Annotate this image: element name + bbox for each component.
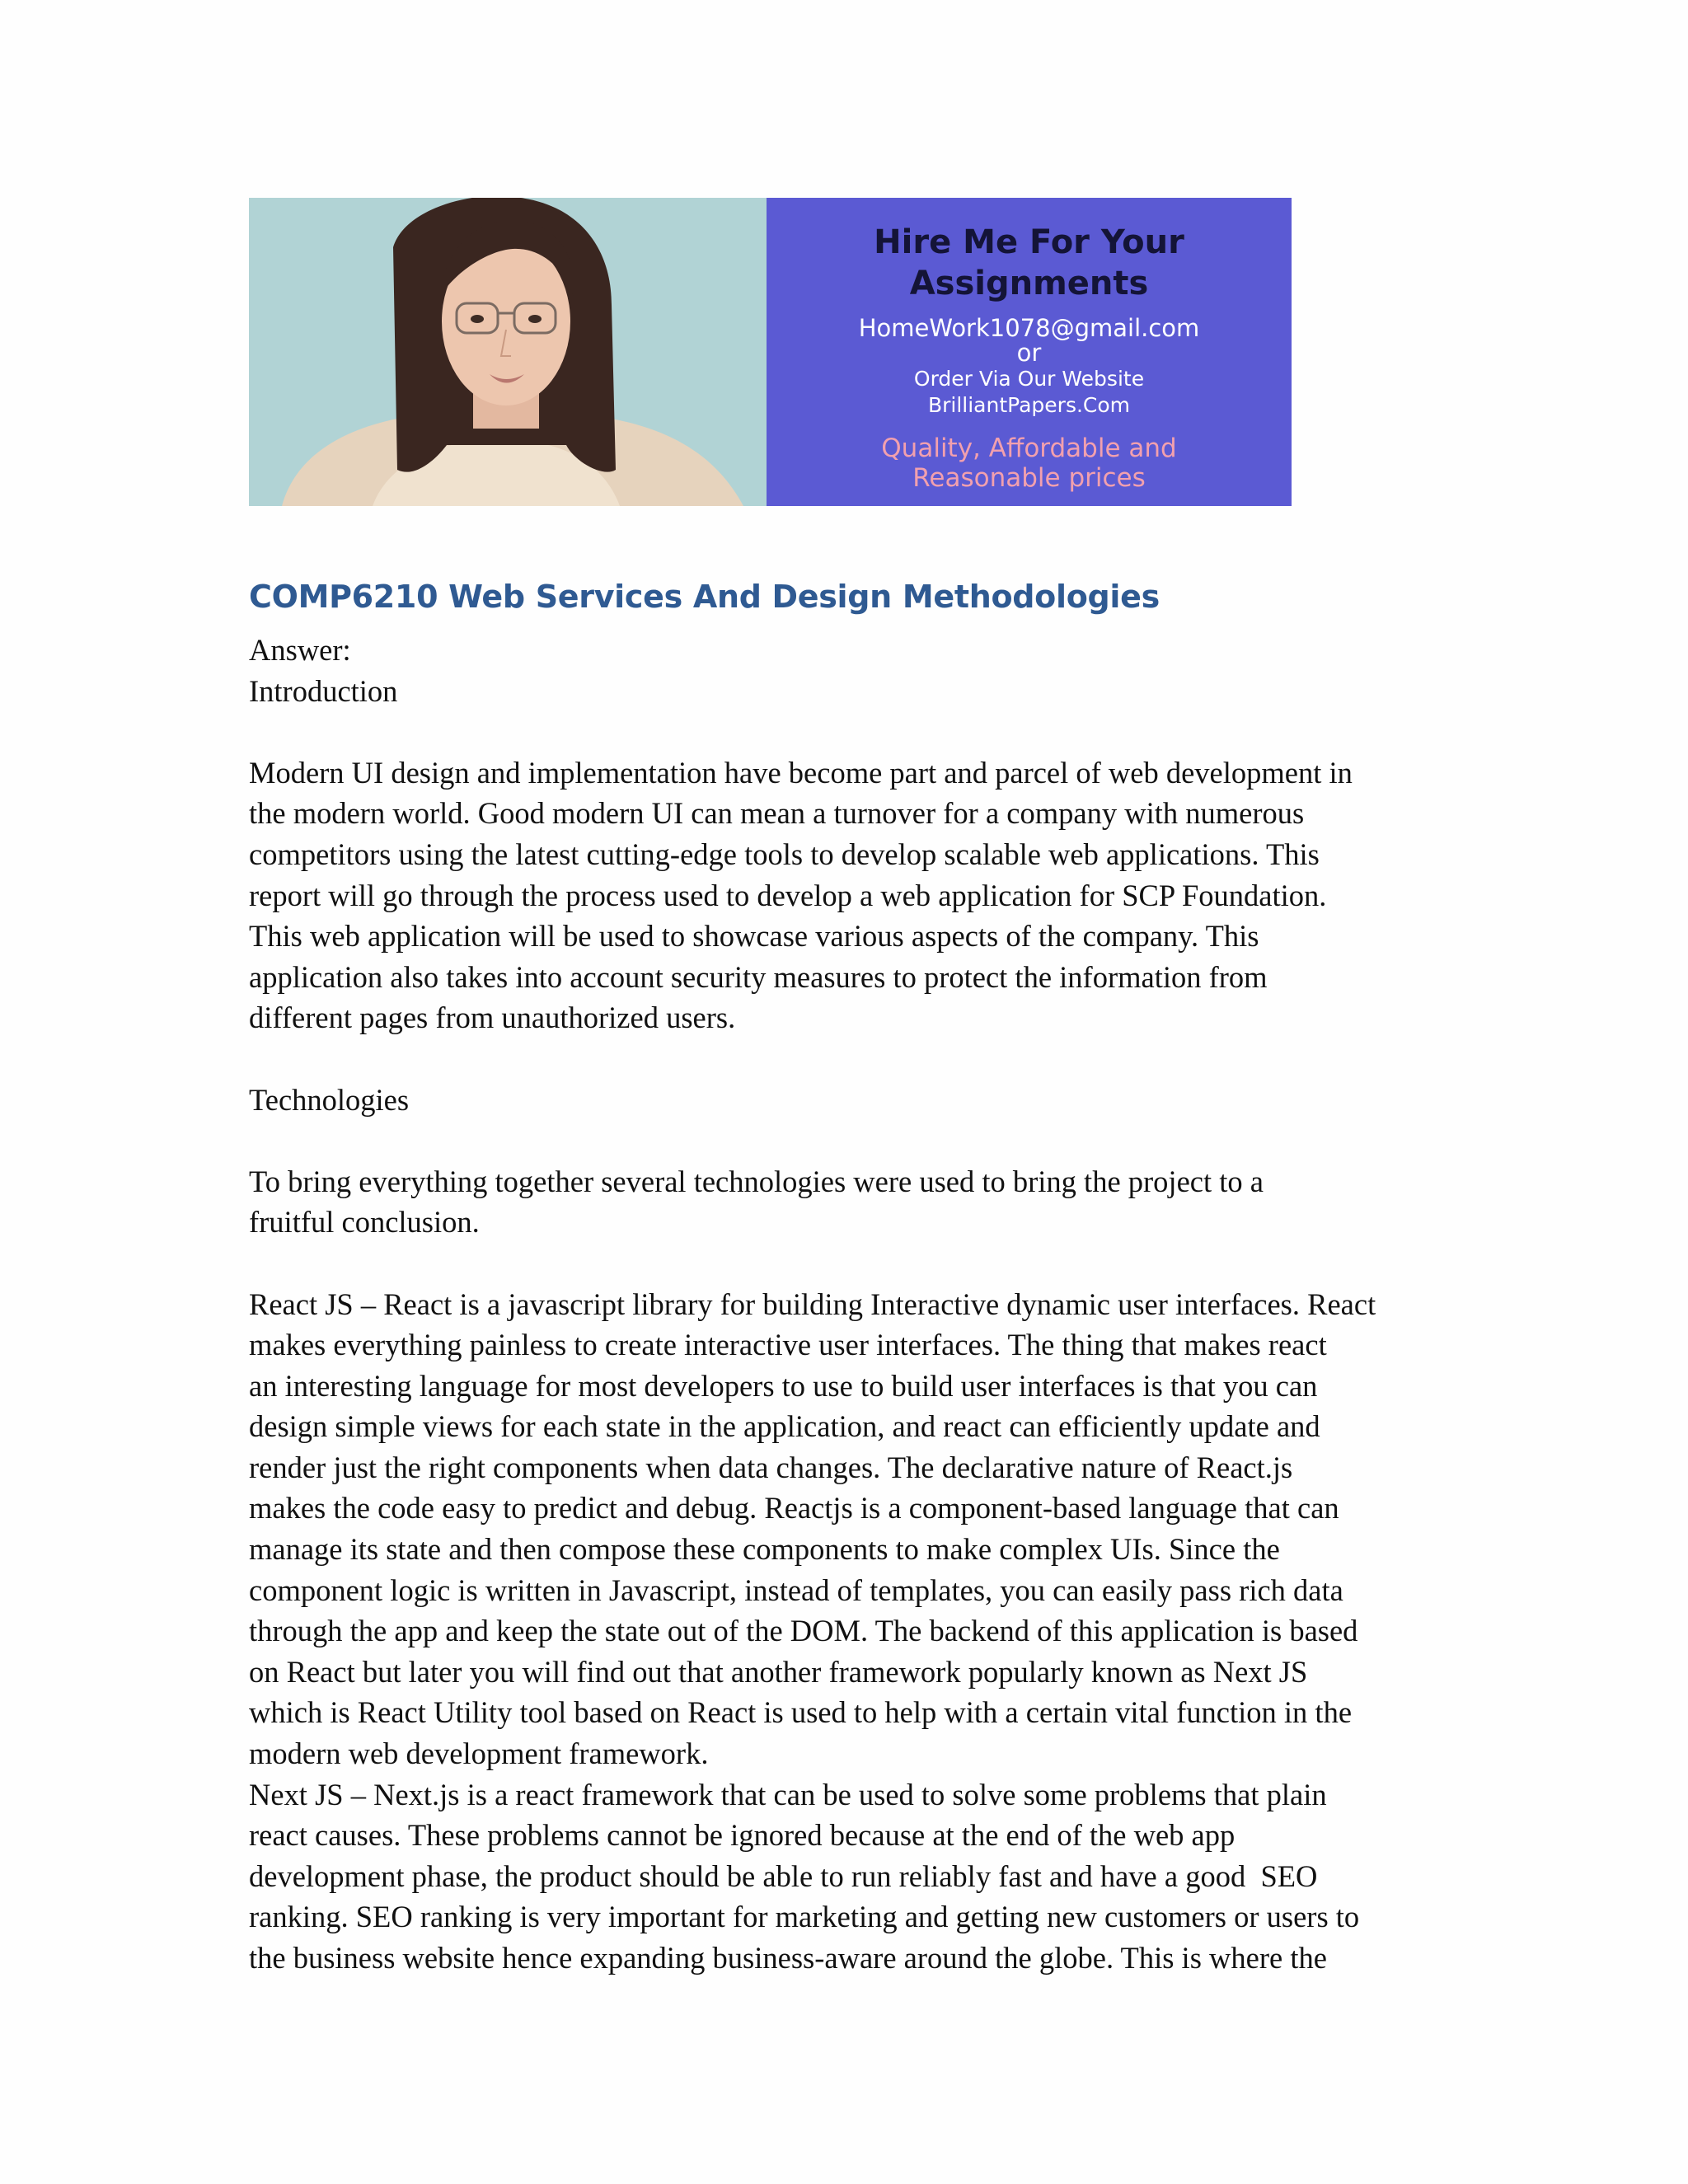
text-line: This web application will be used to showcase various aspects of the company. This [249, 919, 1259, 954]
text-line: development phase, the product should be able to run reliably fast and have a good SEO [249, 1858, 1318, 1893]
text-line: an interesting language for most developers to use to build user interfaces is that you can [249, 1368, 1318, 1403]
text-line: different pages from unauthorized users. [249, 1001, 736, 1035]
text-line: through the app and keep the state out of the DOM. The backend of this application is based [249, 1614, 1358, 1648]
intro-paragraph [249, 752, 1452, 1038]
paragraph-spacer [249, 1120, 1452, 1161]
intro-heading: Introduction [249, 673, 398, 708]
text-line: component logic is written in Javascript, instead of templates, you can easily pass rich data [249, 1572, 1343, 1607]
text-line: makes everything painless to create interactive user interfaces. The thing that makes react [249, 1328, 1327, 1362]
nextjs-paragraph [249, 1774, 1452, 1979]
text-line: Next JS – Next.js is a react framework that can be used to solve some problems that plain [249, 1777, 1327, 1811]
paragraph-spacer [249, 711, 1452, 752]
text-line: design simple views for each state in the application, and react can efficiently update and [249, 1409, 1320, 1444]
paragraph-spacer [249, 1243, 1452, 1284]
text-line: modern web development framework. [249, 1736, 709, 1771]
document-title: COMP6210 Web Services And Design Methodologies [249, 579, 1160, 615]
text-line: on React but later you will find out that another framework popularly known as Next JS [249, 1654, 1308, 1689]
banner-text-panel [767, 198, 1292, 506]
text-line: the modern world. Good modern UI can mean a turnover for a company with numerous [249, 796, 1305, 831]
technologies-paragraph [249, 1161, 1452, 1243]
text-line: manage its state and then compose these components to make complex UIs. Since the [249, 1532, 1280, 1567]
advertisement-banner [249, 198, 1292, 506]
text-line: makes the code easy to predict and debug. Reactjs is a component-based language that can [249, 1491, 1339, 1526]
text-line: render just the right components when data changes. The declarative nature of React.js [249, 1450, 1293, 1484]
technologies-heading: Technologies [249, 1082, 410, 1117]
text-line: To bring everything together several technologies were used to bring the project to a [249, 1164, 1264, 1198]
woman-photo [249, 198, 767, 506]
banner-tagline-2: Reasonable prices [912, 463, 1146, 493]
banner-headline: Hire Me For Your [874, 223, 1184, 261]
text-line: fruitful conclusion. [249, 1205, 480, 1240]
text-line: application also takes into account security measures to protect the information from [249, 959, 1268, 994]
text-line: report will go through the process used to develop a web application for SCP Foundation. [249, 878, 1327, 912]
woman-portrait-illustration [249, 198, 767, 506]
text-line: React JS – React is a javascript library for building Interactive dynamic user interfaces. React [249, 1286, 1376, 1321]
text-line: which is React Utility tool based on React is used to help with a certain vital function in the [249, 1695, 1353, 1730]
banner-email: HomeWork1078@gmail.com [858, 314, 1200, 342]
react-paragraph [249, 1284, 1452, 1774]
document-body [249, 630, 1452, 1979]
text-line: competitors using the latest cutting-edge tools to develop scalable web applications. This [249, 837, 1320, 871]
banner-headline-2: Assignments [909, 265, 1149, 302]
text-line: Modern UI design and implementation have become part and parcel of web development in [249, 755, 1353, 790]
banner-tagline: Quality, Affordable and [881, 434, 1177, 463]
answer-label: Answer: [249, 633, 351, 667]
paragraph-spacer [249, 1038, 1452, 1080]
banner-website: BrilliantPapers.Com [927, 393, 1131, 417]
text-line: the business website hence expanding business-aware around the globe. This is where the [249, 1941, 1327, 1975]
text-line: react causes. These problems cannot be ignored because at the end of the web app [249, 1818, 1236, 1853]
banner-order-line: Order Via Our Website [913, 367, 1145, 391]
text-line: ranking. SEO ranking is very important for marketing and getting new customers or users to [249, 1900, 1360, 1934]
banner-or: or [1016, 339, 1042, 367]
